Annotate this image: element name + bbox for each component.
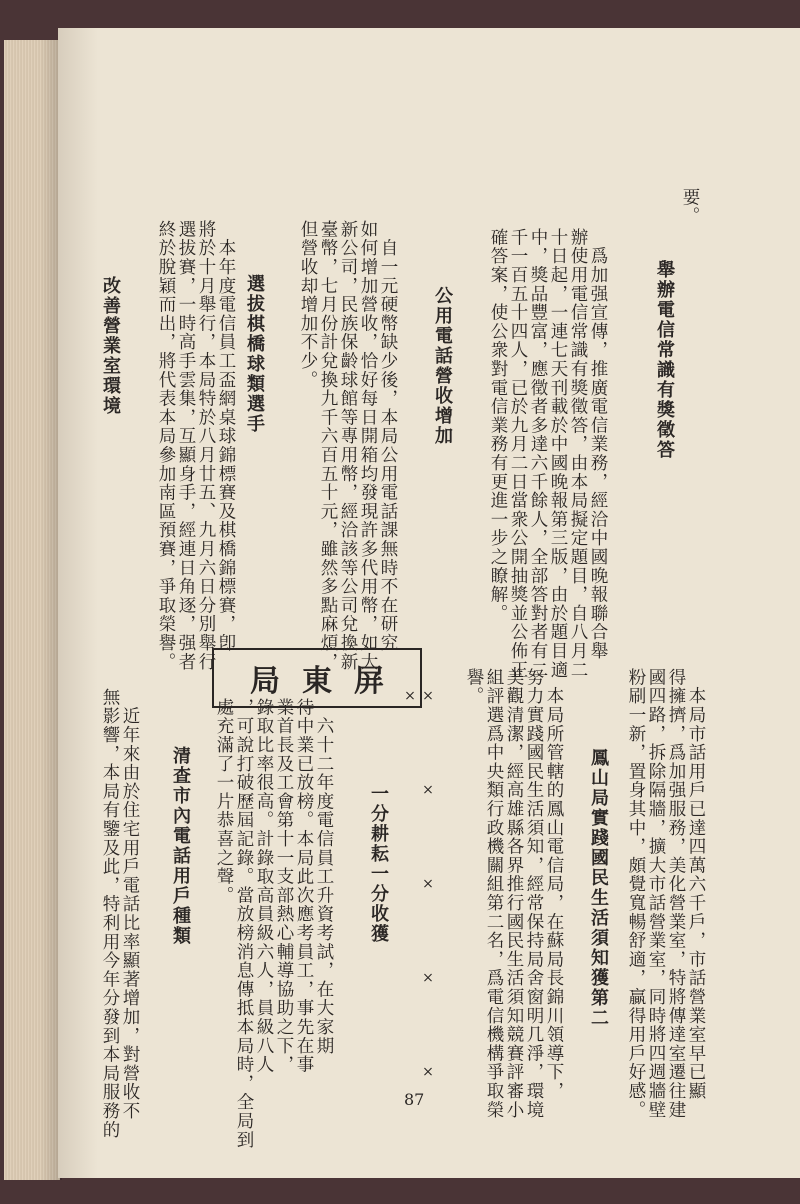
column-banner xyxy=(212,648,422,708)
article-title: 公用電話營收增加 xyxy=(432,286,453,446)
book-page xyxy=(58,28,800,1178)
article-title: 清查市內電話用戶種類 xyxy=(170,746,191,946)
article-body: 本局市話用戶已達四萬六千戶，市話營業室早已顯 得擁擠，爲加强服務，美化營業室，特將傳達室遷往建 國四路，拆除隔牆，擴大市話營業室，同時將四週牆壁 粉刷一新，置身其中，頗覺寬暢舒適，贏得用戶好感。 xyxy=(626,668,706,1120)
article-tail: 要。 xyxy=(680,188,700,226)
article-body: 本局所管轄的鳳山電信局，在蘇局長錦川領導下， 努力實踐國民生活須知，經常保持局舍窗明几淨，環境 美觀清潔，經高雄縣各界推行國民生活須知競賽評審小 組評選爲中央類行政機關組第二名，爲電信機構爭取榮 譽。 xyxy=(464,668,564,1120)
column-banner-text: 屏東局 xyxy=(250,664,406,699)
article-body: 六十二年度電信員工升資考試，在大家期 待中業已放榜。本局此次應考員工，事先在事 業首長及工會第十一支部熱心輔導協助之下， 錄取比率很高。計錄取高員級六人，員級八人 ，可說打破歷屆記錄。當放榜消息傳抵本局時，全局到 處充滿了一片恭喜之聲。 xyxy=(214,698,334,1150)
page-number: 87 xyxy=(404,1090,425,1109)
article-title: 選拔棋橋球類選手 xyxy=(244,274,265,434)
article-title: 鳳山局實踐國民生活須知獲第二 xyxy=(588,748,609,1028)
article-body: 近年來由於住宅用戶電話比率顯著增加，對營收不 無影響，本局有鑒及此，特利用今年分發到本局服務的 xyxy=(100,688,140,1140)
article-body: 爲加强宣傳，推廣電信業務，經洽中國晚報聯合舉 辦使用電信常識有獎徵答，由本局擬定題目，自八月二 十日起，一連七天刊載於中國晚報第三版，由於題目適 中，獎品豐富，應徵者多達六千餘人，全部答對者有二 千一百五十四人，已於九月二日當衆公開抽獎並公佈正 確答案，使公衆對電信業務有更進一步之瞭解。 xyxy=(488,228,608,680)
article-title: 舉辦電信常識有獎徵答 xyxy=(654,260,675,460)
article-title: 一分耕耘一分收獲 xyxy=(368,784,389,944)
separator-marks: × × × × × × xyxy=(402,688,436,1158)
article-body: 自一元硬幣缺少後，本局公用電話課無時不在研究 如何增加營收，恰好每日開箱均發現許多代用幣，如大 新公司，民族保齡球館等專用幣，經洽該等公司兌換新 臺幣，七月份計兌換九千六百五十元，雖然多點麻煩， 但營收却增加不少。 xyxy=(298,220,398,672)
article-title: 改善營業室環境 xyxy=(100,276,121,416)
article-body: 本年度電信員工盃網桌球錦標賽及棋橋錦標賽，卽 將於十月舉行，本局特於八月廿五、九月六日分別舉行 選拔賽，一時高手雲集，互顯身手，經連日角逐，强者 終於脫穎而出，將代表本局參加南區預賽，爭取榮譽。 xyxy=(156,220,236,672)
